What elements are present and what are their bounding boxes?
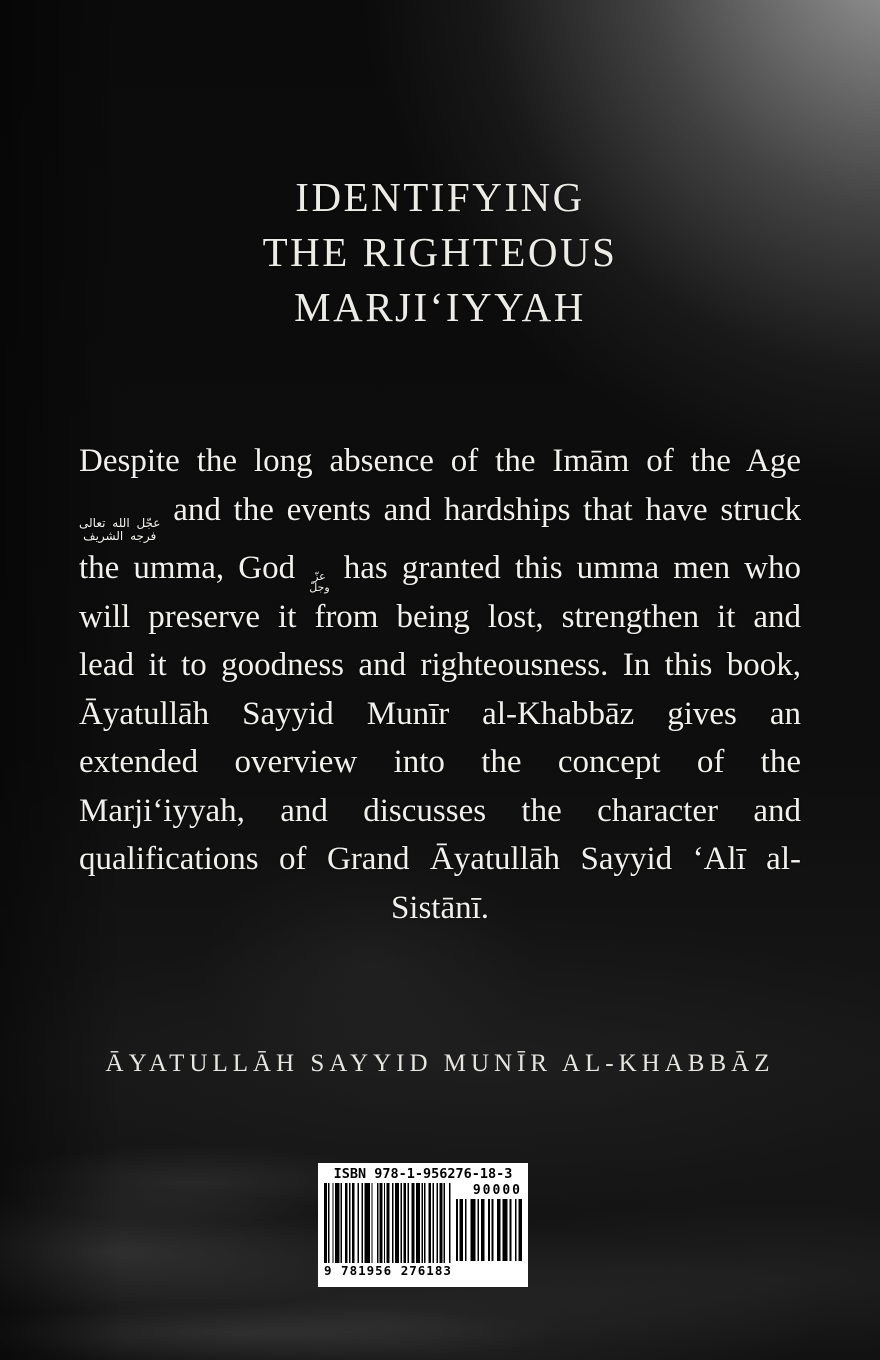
- ean13-bars-graphic: [324, 1183, 452, 1263]
- synopsis-text-3: has granted this umma men who will preserve it from being lost, strengthen it and lead it to goodness and righteousness. In this book, Āyatullāh Sayyid Munīr al-Khabbāz gives an extended overview into the concept of the Marji‘iyyah, and discusses the character and qualifications of Grand Āyatullāh Sayyid ‘Alī al-Sistānī.: [79, 549, 802, 926]
- arabic-honorific-azza-wa-jall: [309, 571, 329, 593]
- synopsis-text-2: and the events and hardships that have struck the umma, God: [79, 491, 802, 586]
- isbn-barcode-block: [318, 1163, 528, 1287]
- book-title-line-3: MARJI‘IYYAH: [294, 284, 586, 330]
- ean13-barcode: [324, 1183, 452, 1277]
- book-title-line-1: IDENTIFYING: [295, 174, 585, 220]
- book-title: [0, 170, 880, 335]
- price-supplement-barcode: [456, 1183, 522, 1261]
- arabic-honorific-line: عزّ: [313, 569, 326, 583]
- arabic-honorific-line: عجّل الله تعالى: [79, 515, 161, 530]
- price-code: 90000: [472, 1183, 522, 1198]
- ean13-digits: 9 781956 276183: [324, 1263, 452, 1278]
- arabic-honorific-line: وجلّ: [309, 580, 330, 594]
- book-title-line-2: THE RIGHTEOUS: [262, 229, 618, 275]
- synopsis-text-1: Despite the long absence of the Imām of the Age: [79, 443, 801, 479]
- author-name: ĀYATULLĀH SAYYID MUNĪR AL-KHABBĀZ: [105, 1050, 775, 1077]
- arabic-honorific-line: فرجه الشريف: [83, 529, 157, 543]
- arabic-honorific-hasten-his-reappearance: [79, 517, 160, 544]
- supplement-bars-graphic: [456, 1199, 522, 1261]
- synopsis-paragraph: [79, 437, 801, 932]
- barcode-bars-row: [324, 1183, 522, 1277]
- isbn-number: ISBN 978-1-956276-18-3: [333, 1166, 513, 1182]
